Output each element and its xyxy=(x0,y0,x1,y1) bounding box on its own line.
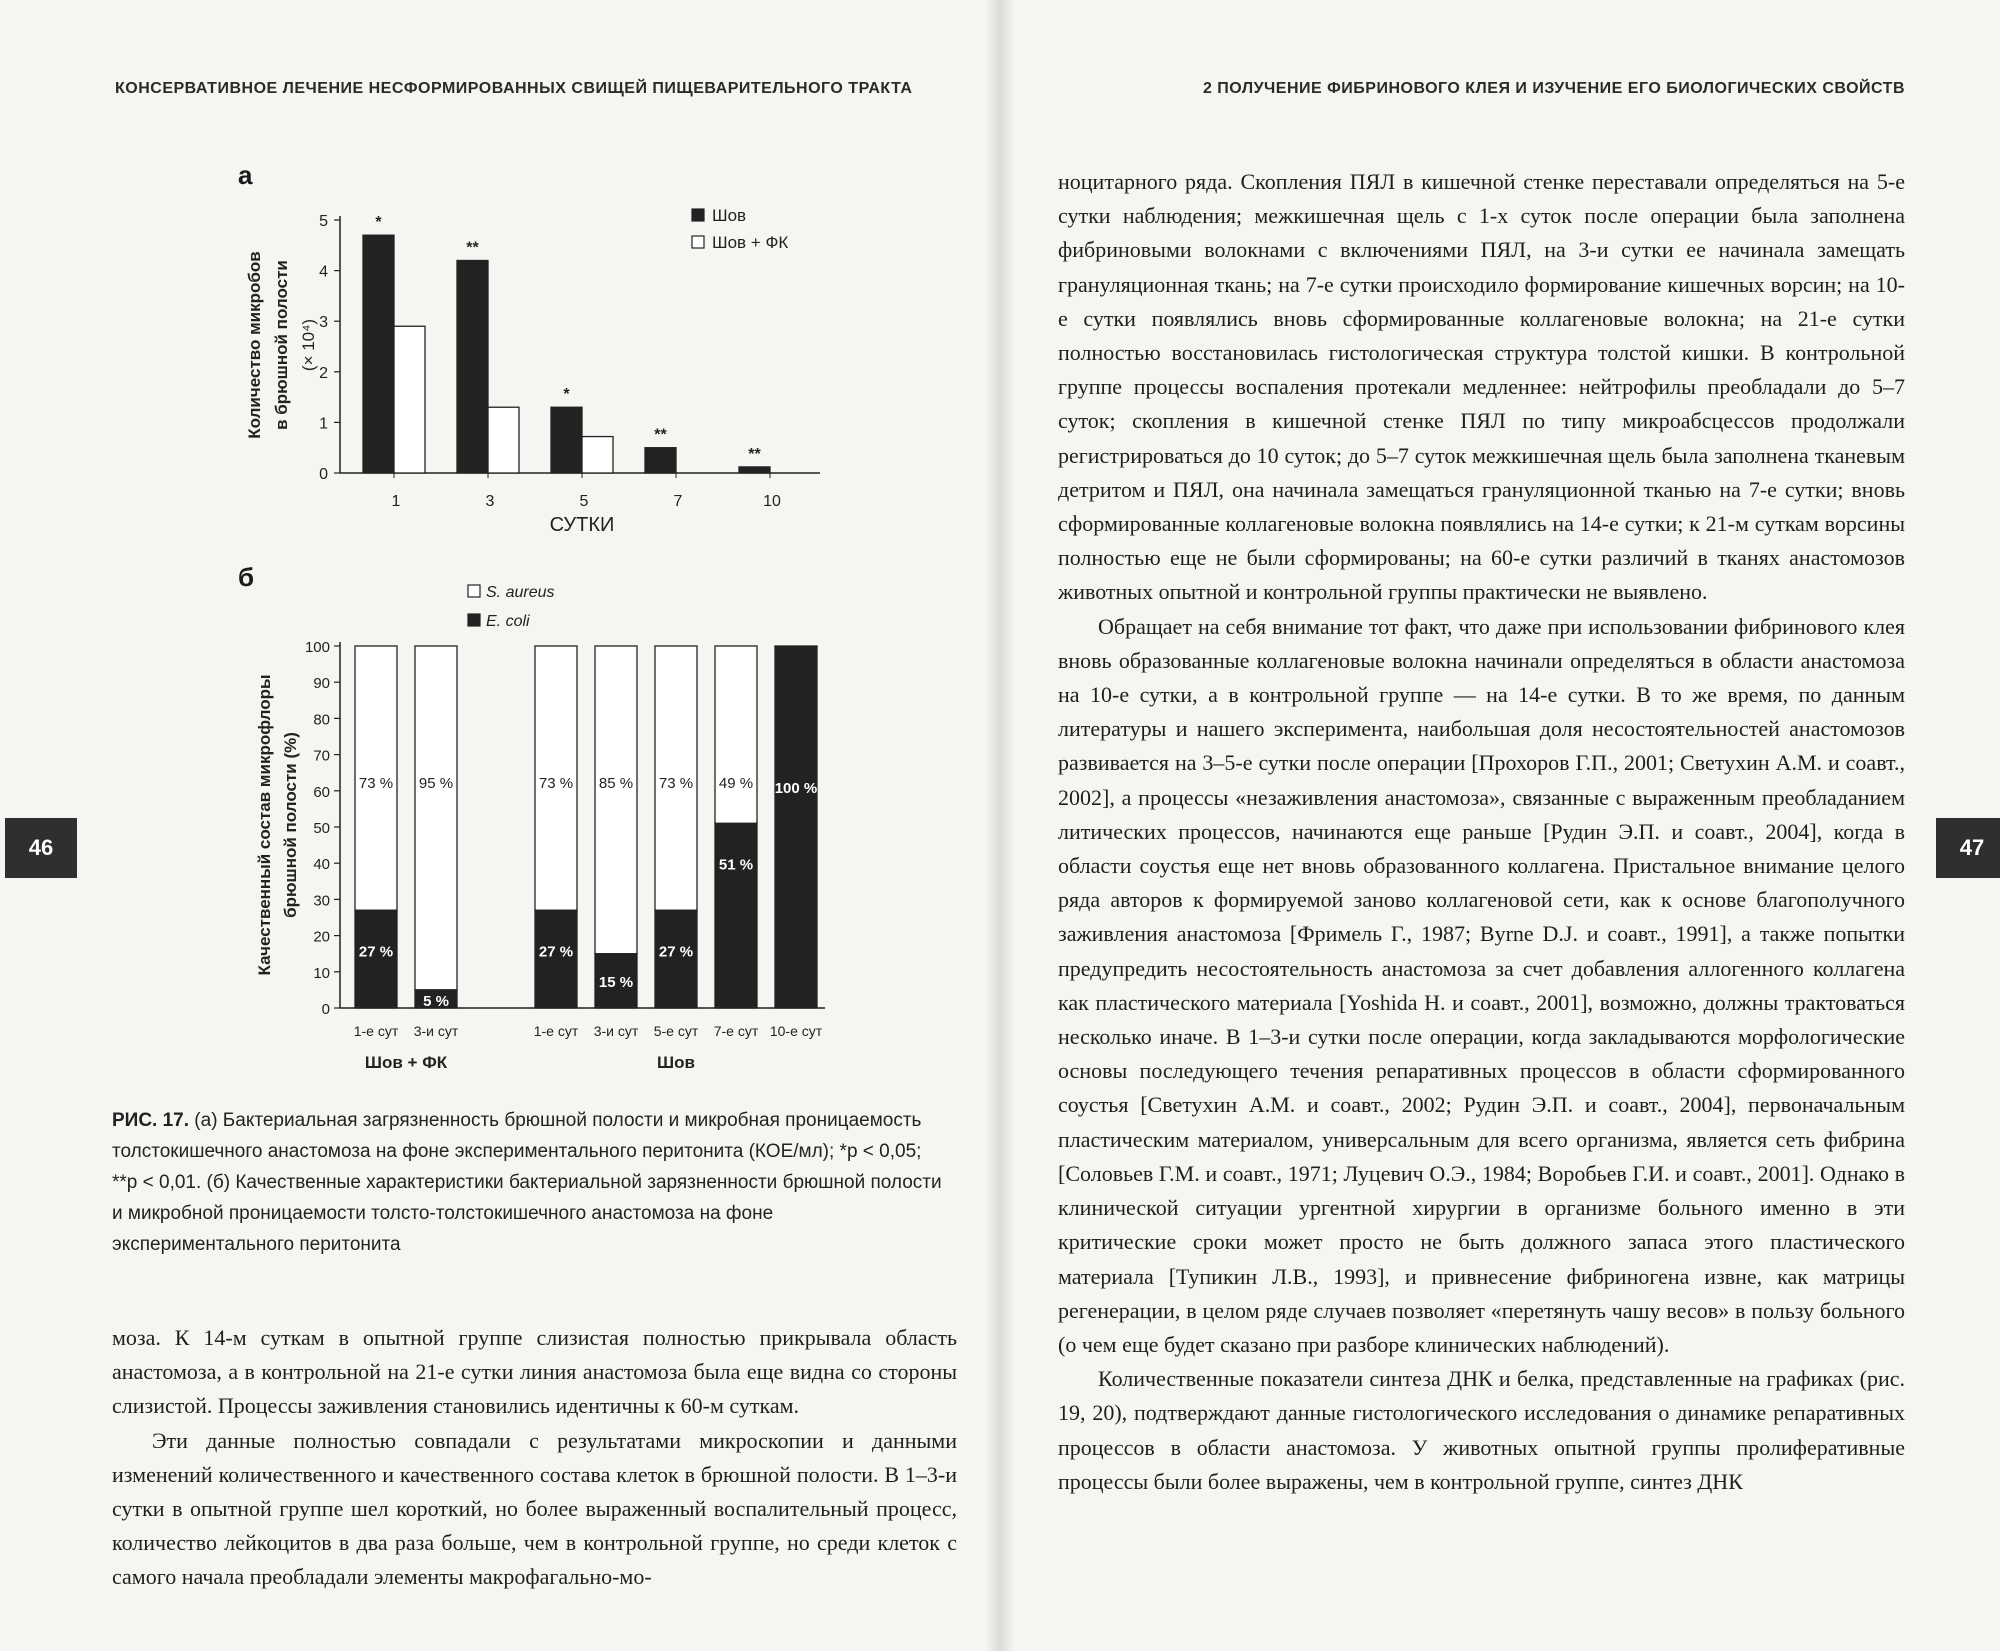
chart-b-y-tick-label: 40 xyxy=(313,856,330,874)
chart-b-saureus-label: 73 % xyxy=(538,774,574,792)
left-body-text xyxy=(112,1321,957,1595)
book-gutter xyxy=(985,0,1015,1651)
chart-b-x-tick-label: 10-е сут xyxy=(769,1023,823,1039)
figure-b-label: б xyxy=(238,562,255,592)
chart-b-ecoli-label: 27 % xyxy=(358,943,394,961)
left-paragraph-1: моза. К 14-м суткам в опытной группе слизистая полностью прикрывала область анастомоза, а в контрольной на 21-е сутки линия анастомоза была еще видна со стороны слизистой. Процессы заживления становились идентичны к 60-м суткам. xyxy=(112,1325,957,1419)
chart-b-legend-swatch xyxy=(468,585,480,597)
chart-a-bacterial-load xyxy=(230,185,850,545)
chart-a-legend-label: Шов xyxy=(712,206,747,225)
chart-b-ecoli-label: 5 % xyxy=(423,993,449,1010)
chart-b-y-tick-label: 0 xyxy=(321,1001,330,1018)
chart-a-bar xyxy=(457,260,488,473)
chart-b-x-tick-label: 3-и сут xyxy=(413,1023,459,1039)
chart-a-y-tick-label: 5 xyxy=(319,213,328,230)
chart-a-y-tick-label: 0 xyxy=(319,466,328,483)
chart-b-saureus-label: 49 % xyxy=(718,774,754,792)
chart-b-bar-saureus xyxy=(715,646,757,823)
chart-a-x-tick-label: 7 xyxy=(673,493,683,510)
chart-b-saureus-label: 73 % xyxy=(358,774,394,792)
chart-a-significance: * xyxy=(375,214,382,232)
chart-b-bar-saureus xyxy=(595,646,637,954)
chart-b-bar-saureus xyxy=(415,646,457,990)
chart-b-y-axis-title: Качественный состав микрофлоры xyxy=(255,674,274,976)
left-page-number: 46 xyxy=(5,818,77,878)
figure-caption-text: (а) Бактериальная загрязненность брюшной полости и микробная проницаемость толстокишечного анастомоза на фоне экспериментального перитонита (КОЕ/мл); *р < 0,05; **р < 0,01. (б) Качественные характеристики бактериальной зарязненности брюшной полости и микробной проницаемости толсто-толстокишечного анастомоза на фоне экспериментального перитонита xyxy=(112,1110,942,1255)
chart-b-saureus-label: 73 % xyxy=(658,774,694,792)
figure-a-label: а xyxy=(238,160,253,190)
chart-a-bar xyxy=(363,235,394,473)
chart-a-significance: ** xyxy=(654,426,667,444)
right-paragraph-2: Обращает на себя внимание тот факт, что даже при использовании фибринового клея вновь образованные коллагеновые волокна начинали определяться в области анастомоза на 10-е сутки, а в контрольной группе — на 14-е сутки. В то же время, по данным литературы и нашего эксперимента, наибольшая доля несостоятельностей анастомозов развивается на 3–5-е сутки после операции [Прохоров Г.П., 2001; Светухин А.М. и соавт., 2002], а процессы «незаживления анастомоза», связанные с выраженным преобладанием литических процессов, начинаются еще раньше [Рудин Э.П. и соавт., 2004], когда в области соустья еще нет вновь образованного коллагена. Пристальное внимание целого ряда авторов к формируемой заново коллагеновой сети, как к основе благополучного заживления анастомоза [Фримель Г., 1987; Byrne D.J. и соавт., 1991], а также попытки предупредить несостоятельность анастомоза за счет добавления аллогенного коллагена как пластического материала [Yoshida H. и соавт., 2001], возможно, должны трактоваться несколько иначе. В 1–3-и сутки после операции, когда закладываются морфологические основы последующего течения репаративных процессов в области сформированного соустья [Светухин А.М. и соавт., 2002; Рудин Э.П. и соавт., 2004], первоначальным пластическим материалом, универсальным для всего организма, является сеть фибрина [Соловьев Г.М. и соавт., 1971; Луцевич О.Э., 1984; Воробьев Г.И. и соавт., 2001]. Однако в клинической ситуации ургентной хирургии в организме больного именно в эти критические сроки может просто не быть должного запаса этого пластического материала [Тупикин Л.В., 1993], и привнесение фибриногена извне, как матрицы регенерации, в целом ряде случаев позволяет «перетянуть чашу весов» в пользу больного (о чем еще будет сказано при разборе клинических наблюдений). xyxy=(1058,613,1905,1357)
chart-b-x-tick-label: 1-е сут xyxy=(353,1023,399,1039)
chart-b-y-tick-label: 70 xyxy=(313,747,330,765)
chart-a-bar xyxy=(488,407,519,473)
chart-b-bar-ecoli xyxy=(715,823,757,1008)
chart-b-y-tick-label: 90 xyxy=(313,675,330,693)
chart-a-y-axis-title: в брюшной полости xyxy=(272,260,291,430)
chart-a-y-tick-label: 1 xyxy=(319,415,328,433)
chart-b-legend-label: S. aureus xyxy=(486,584,555,601)
right-running-head: 2 ПОЛУЧЕНИЕ ФИБРИНОВОГО КЛЕЯ И ИЗУЧЕНИЕ ЕГО БИОЛОГИЧЕСКИХ СВОЙСТВ xyxy=(1202,80,1905,97)
figure-caption xyxy=(112,1105,952,1260)
chart-b-saureus-label: 95 % xyxy=(418,774,454,792)
right-body-text xyxy=(1058,165,1905,1499)
chart-a-bar xyxy=(582,437,613,473)
chart-b-ecoli-label: 51 % xyxy=(718,856,754,874)
chart-b-group-label: Шов + ФК xyxy=(364,1053,448,1072)
chart-a-legend-label: Шов + ФК xyxy=(712,233,789,252)
chart-b-saureus-label: 85 % xyxy=(598,774,634,792)
chart-b-y-tick-label: 80 xyxy=(313,711,330,729)
chart-b-x-tick-label: 1-е сут xyxy=(533,1023,579,1039)
chart-a-x-tick-label: 10 xyxy=(763,493,781,510)
chart-a-x-tick-label: 5 xyxy=(579,493,589,510)
chart-a-x-axis-title: СУТКИ xyxy=(549,514,615,536)
chart-b-y-axis-title: брюшной полости (%) xyxy=(281,732,300,918)
chart-b-ecoli-label: 15 % xyxy=(598,973,634,991)
chart-a-significance: ** xyxy=(748,445,761,463)
chart-b-microflora-composition xyxy=(240,575,860,1075)
chart-b-x-tick-label: 5-е сут xyxy=(653,1023,699,1039)
chart-b-y-tick-label: 50 xyxy=(313,820,330,837)
chart-b-ecoli-label: 27 % xyxy=(658,943,694,961)
right-page-number: 47 xyxy=(1936,818,2000,878)
chart-b-x-tick-label: 3-и сут xyxy=(593,1023,639,1039)
chart-a-bar xyxy=(739,467,770,473)
chart-a-y-tick-label: 2 xyxy=(319,364,328,382)
chart-a-legend-swatch xyxy=(692,209,704,221)
chart-b-ecoli-label: 27 % xyxy=(538,943,574,961)
chart-a-x-tick-label: 1 xyxy=(391,493,401,510)
chart-a-y-axis-title: Количество микробов xyxy=(245,251,264,439)
chart-a-significance: * xyxy=(563,386,570,404)
chart-b-ecoli-label: 100 % xyxy=(774,779,818,797)
chart-b-y-tick-label: 30 xyxy=(313,892,330,910)
chart-b-bar-ecoli xyxy=(775,646,817,1008)
chart-b-legend-swatch xyxy=(468,614,480,626)
chart-b-x-tick-label: 7-е сут xyxy=(713,1023,759,1039)
chart-b-y-tick-label: 60 xyxy=(313,783,330,801)
chart-a-bar xyxy=(551,407,582,473)
chart-a-legend-swatch xyxy=(692,236,704,248)
chart-a-bar xyxy=(645,448,676,473)
chart-a-x-tick-label: 3 xyxy=(485,493,495,510)
chart-a-bar xyxy=(394,326,425,473)
chart-a-y-axis-title: (× 10⁴) xyxy=(299,318,318,372)
right-paragraph-3: Количественные показатели синтеза ДНК и белка, представленные на графиках (рис. 19, 20), подтверждают данные гистологического исследования о динамике репаративных процессов в области анастомоза. У животных опытной группы пролиферативные процессы были более выражены, чем в контрольной группе, синтез ДНК xyxy=(1058,1366,1905,1494)
chart-b-y-tick-label: 100 xyxy=(304,639,330,656)
figure-caption-lead: РИС. 17. xyxy=(112,1110,190,1131)
right-paragraph-1: ноцитарного ряда. Скопления ПЯЛ в кишечной стенке переставали определяться на 5-е сутки наблюдения; межкишечная щель с 1-х суток после операции была заполнена фибриновыми волокнами с включениями ПЯЛ, на 3-и сутки ее начинала замещать грануляционная ткань; на 7-е сутки происходило формирование кишечных ворсин; на 10-е сутки появлялись вновь сформированные коллагеновые волокна; на 21-е сутки полностью восстановилась гистологическая структура толстой кишки. В контрольной группе процессы воспаления протекали медленнее: нейтрофилы преобладали до 5–7 суток; скопления в кишечной стенке ПЯЛ по типу микроабсцессов продолжали регистрироваться до 10 суток; до 5–7 суток межкишечная щель была заполнена тканевым детритом и ПЯЛ, она начинала замещаться грануляционной тканью на 7-е сутки; вновь сформированные коллагеновые волокна появлялись на 14-е сутки; к 21-м суткам ворсины полностью еще не были сформированы; на 60-е сутки различий в тканях анастомозов животных опытной и контрольной группы практически не выявлено. xyxy=(1058,169,1905,605)
left-running-head: КОНСЕРВАТИВНОЕ ЛЕЧЕНИЕ НЕСФОРМИРОВАННЫХ СВИЩЕЙ ПИЩЕВАРИТЕЛЬНОГО ТРАКТА xyxy=(115,80,913,97)
chart-a-significance: ** xyxy=(466,239,479,257)
chart-b-y-tick-label: 10 xyxy=(313,964,330,982)
chart-b-group-label: Шов xyxy=(657,1053,695,1072)
chart-b-y-tick-label: 20 xyxy=(313,928,330,946)
chart-a-y-tick-label: 4 xyxy=(319,263,328,281)
left-paragraph-2: Эти данные полностью совпадали с результатами микроскопии и данными изменений количественного и качественного состава клеток в брюшной полости. В 1–3-и сутки в опытной группе шел короткий, но более выраженный воспалительный процесс, количество лейкоцитов в два раза больше, чем в контрольной группе, но среди клеток с самого начала преобладали элементы макрофагально-мо- xyxy=(112,1427,957,1590)
chart-a-y-tick-label: 3 xyxy=(319,314,328,332)
chart-b-legend-label: E. coli xyxy=(486,613,530,630)
